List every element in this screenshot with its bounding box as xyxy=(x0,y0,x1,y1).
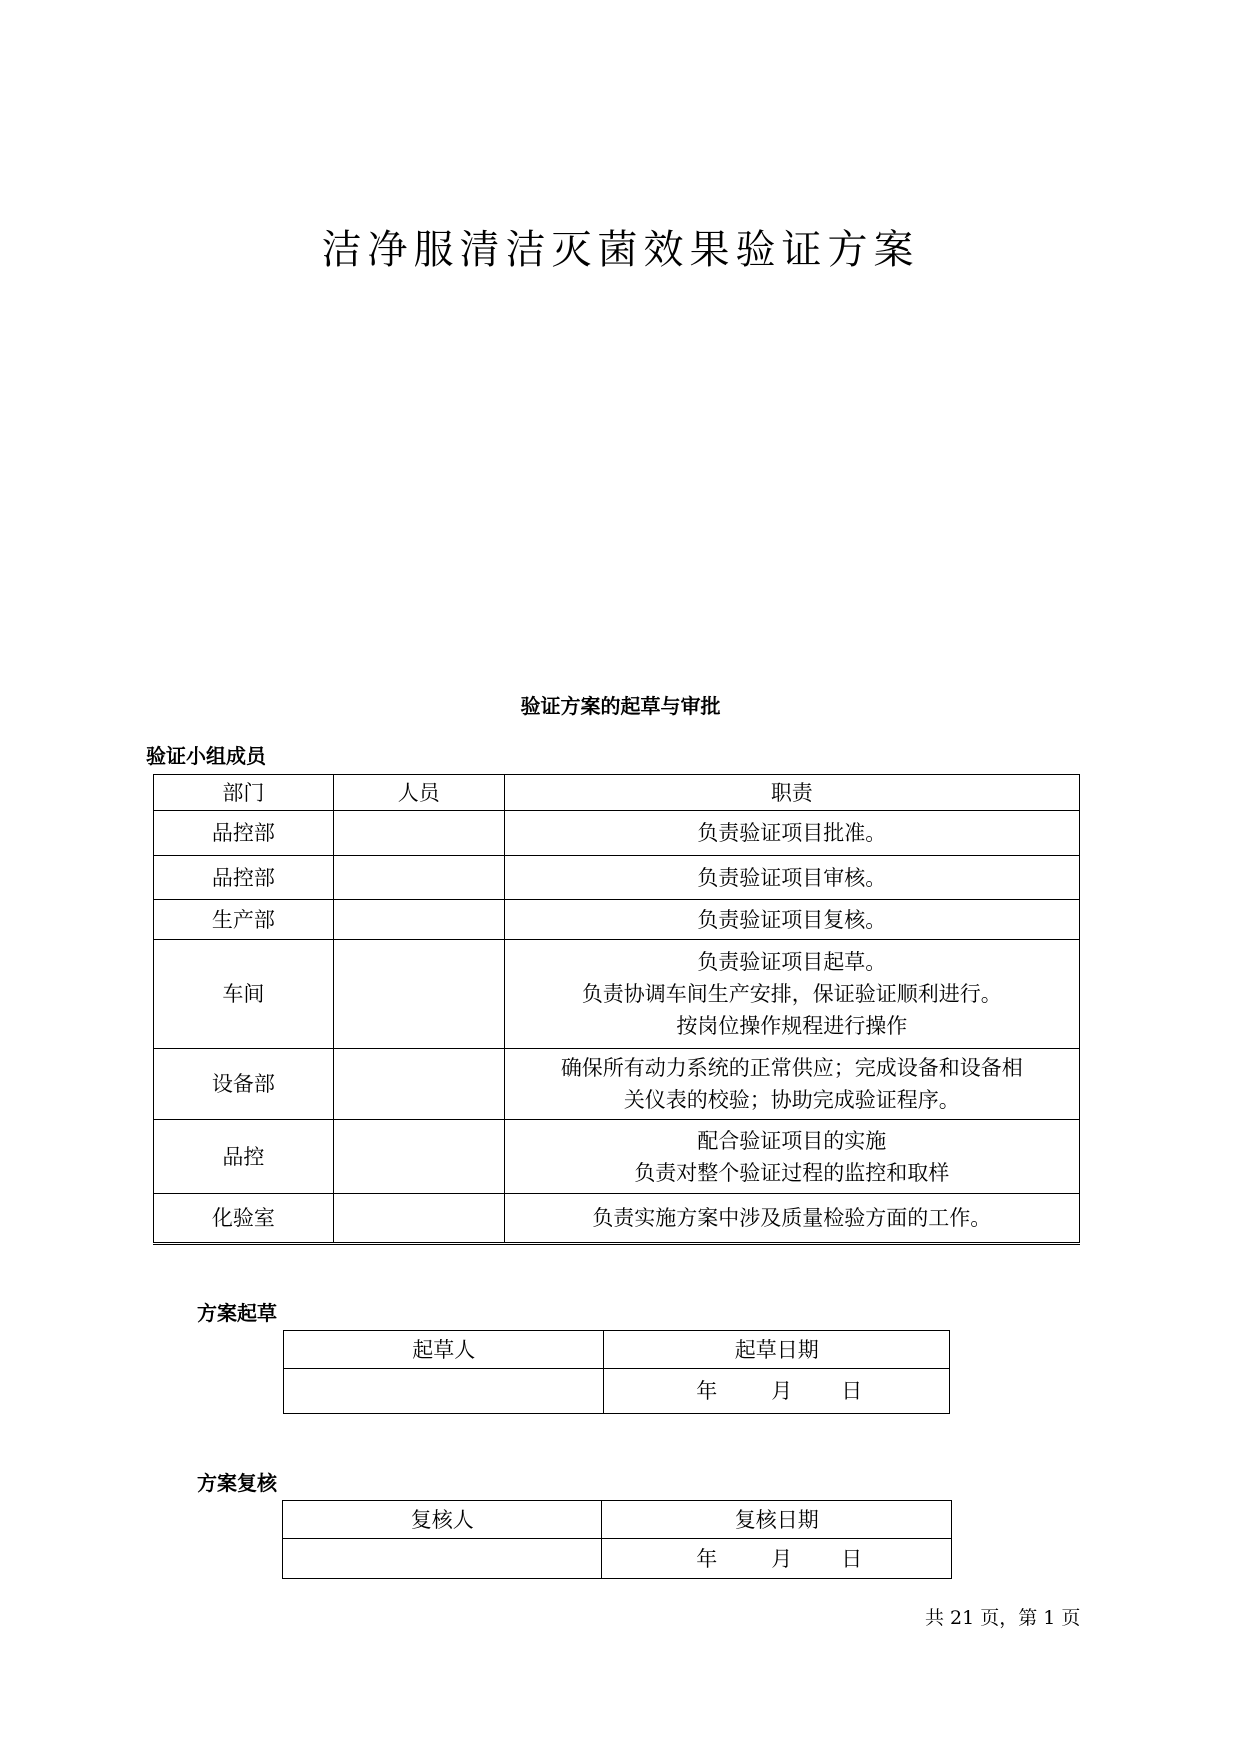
duty-line: 按岗位操作规程进行操作 xyxy=(676,1014,908,1038)
duty-cell xyxy=(504,1120,1079,1194)
duty-line: 负责验证项目审核。 xyxy=(697,865,887,890)
dept-cell: 设备部 xyxy=(154,1049,334,1120)
team-label: 验证小组成员 xyxy=(146,744,266,768)
draft-date-header: 起草日期 xyxy=(604,1331,950,1369)
draft-person-header: 起草人 xyxy=(284,1331,604,1369)
draft-header-row xyxy=(284,1331,950,1369)
header-person: 人员 xyxy=(333,775,504,811)
draft-value-row xyxy=(284,1369,950,1414)
duty-cell xyxy=(504,856,1079,900)
duty-line: 关仪表的校验；协助完成验证程序。 xyxy=(623,1088,960,1112)
person-cell xyxy=(333,856,504,900)
review-date-field[interactable] xyxy=(602,1539,952,1579)
dept-cell: 品控部 xyxy=(154,811,334,856)
duty-line: 负责协调车间生产安排，保证验证顺利进行。 xyxy=(581,982,1002,1006)
person-cell xyxy=(333,940,504,1049)
month-label: 月 xyxy=(771,1379,793,1403)
review-table xyxy=(282,1500,952,1579)
team-table xyxy=(153,774,1080,1245)
person-cell xyxy=(333,811,504,856)
draft-label: 方案起草 xyxy=(197,1301,277,1325)
duty-line: 负责实施方案中涉及质量检验方面的工作。 xyxy=(592,1206,992,1230)
year-label: 年 xyxy=(696,1379,718,1403)
day-label: 日 xyxy=(841,1546,863,1571)
duty-cell xyxy=(504,1194,1079,1244)
person-cell xyxy=(333,1049,504,1120)
dept-cell: 化验室 xyxy=(154,1194,334,1244)
dept-cell: 生产部 xyxy=(154,900,334,940)
duty-line: 负责验证项目起草。 xyxy=(697,950,887,974)
duty-cell xyxy=(504,811,1079,856)
person-cell xyxy=(333,1120,504,1194)
approval-section-title: 验证方案的起草与审批 xyxy=(520,694,721,718)
document-title: 洁净服清洁灭菌效果验证方案 xyxy=(321,227,920,273)
review-person-header: 复核人 xyxy=(283,1501,602,1539)
person-cell xyxy=(333,1194,504,1244)
team-row xyxy=(154,856,1080,900)
dept-cell: 品控 xyxy=(154,1120,334,1194)
duty-line: 负责对整个验证过程的监控和取样 xyxy=(634,1160,950,1185)
duty-line: 负责验证项目复核。 xyxy=(697,907,887,932)
review-label: 方案复核 xyxy=(197,1471,277,1495)
duty-line: 配合验证项目的实施 xyxy=(697,1128,887,1153)
duty-cell xyxy=(504,1049,1079,1120)
team-row xyxy=(154,1120,1080,1194)
team-row xyxy=(154,940,1080,1049)
duty-line: 负责验证项目批准。 xyxy=(697,821,887,845)
dept-cell: 品控部 xyxy=(154,856,334,900)
day-label: 日 xyxy=(841,1379,863,1403)
duty-line: 确保所有动力系统的正常供应；完成设备和设备相 xyxy=(560,1056,1023,1080)
team-row xyxy=(154,900,1080,940)
duty-cell xyxy=(504,900,1079,940)
team-row xyxy=(154,1194,1080,1244)
draft-person-field[interactable] xyxy=(284,1369,604,1414)
duty-cell xyxy=(504,940,1079,1049)
draft-date-field[interactable] xyxy=(604,1369,950,1414)
person-cell xyxy=(333,900,504,940)
team-row xyxy=(154,1049,1080,1120)
header-duty: 职责 xyxy=(504,775,1079,811)
review-header-row xyxy=(283,1501,952,1539)
team-header-row xyxy=(154,775,1080,811)
review-value-row xyxy=(283,1539,952,1579)
page-number: 共 21 页，第 1 页 xyxy=(925,1607,1081,1629)
draft-table xyxy=(283,1330,950,1414)
year-label: 年 xyxy=(696,1546,718,1571)
month-label: 月 xyxy=(771,1546,793,1571)
review-date-header: 复核日期 xyxy=(602,1501,952,1539)
team-row xyxy=(154,811,1080,856)
review-person-field[interactable] xyxy=(283,1539,602,1579)
header-dept: 部门 xyxy=(154,775,334,811)
dept-cell: 车间 xyxy=(154,940,334,1049)
